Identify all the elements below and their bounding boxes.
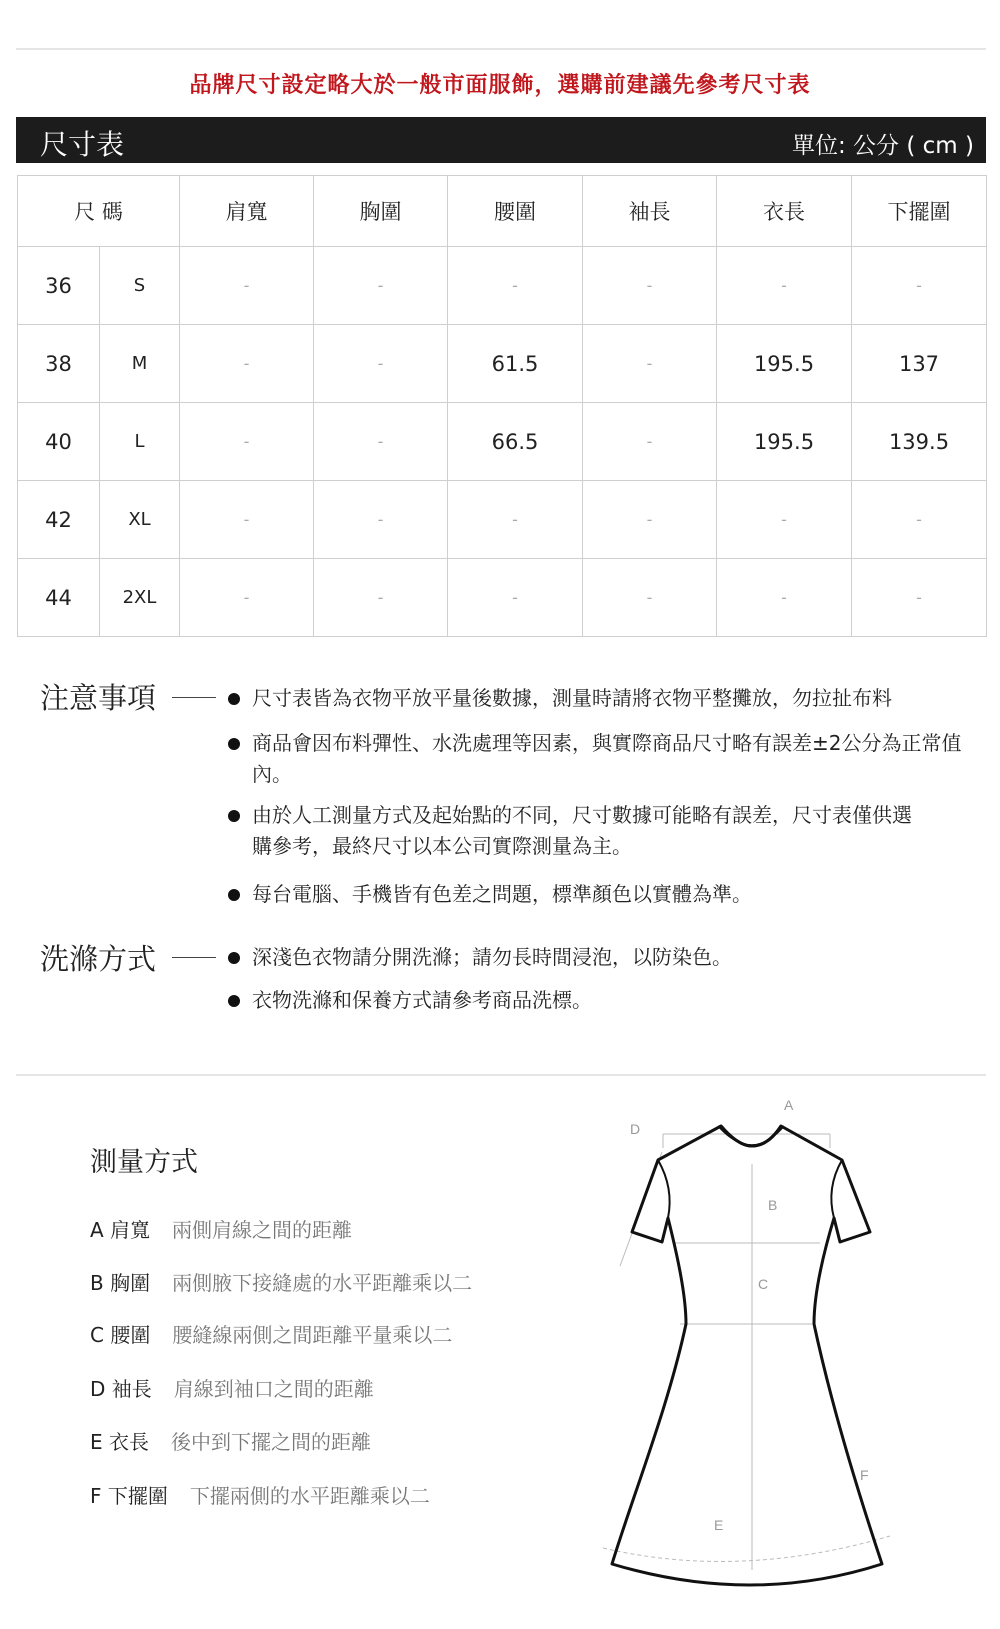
table-row [18,325,987,403]
measure-item-e [90,1426,371,1455]
measure-key: A 肩寬 [90,1218,151,1242]
washing-title-line [172,957,216,958]
table-row [18,403,987,481]
neck-back [718,1126,784,1145]
measure-desc: 後中到下擺之間的距離 [171,1430,371,1454]
measure-item-a [90,1214,352,1243]
measurement-cell: 195.5 [717,325,852,403]
note-item: 商品會因布料彈性、水洗處理等因素，與實際商品尺寸略有誤差±2公分為正常值內。 [252,731,962,786]
label-a: A [784,1097,794,1113]
measurement-cell: - [448,559,583,637]
measurement-cell: - [852,481,987,559]
measurement-cell: 195.5 [717,403,852,481]
label-f: F [860,1467,869,1483]
size-letter: XL [100,481,180,559]
size-letter: M [100,325,180,403]
header-sleeve: 袖長 [583,176,717,247]
measurement-cell: - [180,403,314,481]
bullet-icon [228,995,240,1007]
measurement-cell: - [583,247,717,325]
measurement-cell: - [314,325,448,403]
measurement-cell: - [583,325,717,403]
header-size: 尺 碼 [18,176,180,247]
measure-title: 測量方式 [90,1147,198,1178]
size-number: 38 [18,325,100,403]
measurement-cell: - [180,325,314,403]
measure-item-c [90,1319,452,1348]
header-length: 衣長 [717,176,852,247]
size-number: 40 [18,403,100,481]
measure-key: B 胸圍 [90,1271,151,1295]
dress-outline [612,1126,882,1585]
measure-item-b [90,1267,472,1296]
neckline [721,1126,781,1146]
measure-key: F 下擺圍 [90,1484,168,1508]
measurement-cell: - [583,403,717,481]
label-e: E [714,1517,724,1533]
measurement-cell: 66.5 [448,403,583,481]
measurement-cell: - [717,247,852,325]
size-letter: L [100,403,180,481]
measurement-cell: - [448,481,583,559]
measurement-cell: - [314,481,448,559]
size-number: 42 [18,481,100,559]
measurement-cell: - [717,481,852,559]
bullet-icon [228,810,240,822]
measure-desc: 腰縫線兩側之間距離平量乘以二 [172,1323,453,1347]
header-hem: 下擺圍 [852,176,987,247]
measure-desc: 下擺兩側的水平距離乘以二 [189,1484,430,1508]
label-c: C [758,1276,769,1292]
dress-diagram [590,1097,900,1598]
measure-item-f [90,1480,430,1509]
size-number: 44 [18,559,100,637]
top-divider [16,48,986,50]
header-chest: 胸圍 [314,176,448,247]
bullet-icon [228,889,240,901]
washing-title: 洗滌方式 [40,942,157,976]
measure-desc: 兩側肩線之間的距離 [172,1218,353,1242]
table-row [18,247,987,325]
bullet-icon [228,693,240,705]
measurement-cell: - [583,559,717,637]
measure-key: C 腰圍 [90,1323,151,1347]
measure-desc: 肩線到袖口之間的距離 [173,1377,374,1401]
notes-title: 注意事項 [40,681,157,715]
measurement-cell: - [314,403,448,481]
size-chart-title-bar [16,117,986,163]
note-item: 由於人工測量方式及起始點的不同，尺寸數據可能略有誤差，尺寸表僅供選購參考，最終尺寸以本公司實際測量為主。 [252,803,912,858]
measurement-cell: - [852,559,987,637]
table-header-row [18,176,987,247]
table-row [18,481,987,559]
note-item: 尺寸表皆為衣物平放平量後數據，測量時請將衣物平整攤放，勿拉扯布料 [252,686,892,710]
label-d: D [630,1121,641,1137]
table-row [18,559,987,637]
bullet-icon [228,952,240,964]
size-chart-title: 尺寸表 [40,128,125,161]
measure-item-d [90,1373,374,1402]
measure-desc: 兩側腋下接縫處的水平距離乘以二 [172,1271,473,1295]
size-letter: S [100,247,180,325]
header-shoulder: 肩寬 [180,176,314,247]
header-waist: 腰圍 [448,176,583,247]
measurement-cell: 137 [852,325,987,403]
guide-f [603,1536,890,1561]
unit-label: 單位: 公分 ( cm ) [792,133,974,159]
section-divider [16,1074,986,1076]
measurement-cell: 139.5 [852,403,987,481]
bullet-icon [228,738,240,750]
measurement-cell: - [180,559,314,637]
measurement-cell: - [180,247,314,325]
measure-key: E 衣長 [90,1430,149,1454]
measurement-cell: - [717,559,852,637]
note-item: 每台電腦、手機皆有色差之問題，標準顏色以實體為準。 [252,882,752,906]
measurement-cell: - [180,481,314,559]
measure-key: D 袖長 [90,1377,152,1401]
measurement-cell: - [852,247,987,325]
measurement-cell: - [448,247,583,325]
measurement-cell: 61.5 [448,325,583,403]
label-b: B [768,1197,778,1213]
size-number: 36 [18,247,100,325]
size-letter: 2XL [100,559,180,637]
washing-item: 衣物洗滌和保養方式請參考商品洗標。 [252,988,592,1012]
measurement-cell: - [583,481,717,559]
size-table [17,175,987,637]
measurement-cell: - [314,247,448,325]
notes-title-line [172,697,216,698]
measurement-cell: - [314,559,448,637]
washing-item: 深淺色衣物請分開洗滌；請勿長時間浸泡，以防染色。 [252,945,732,969]
size-notice: 品牌尺寸設定略大於一般市面服飾，選購前建議先參考尺寸表 [189,73,811,98]
